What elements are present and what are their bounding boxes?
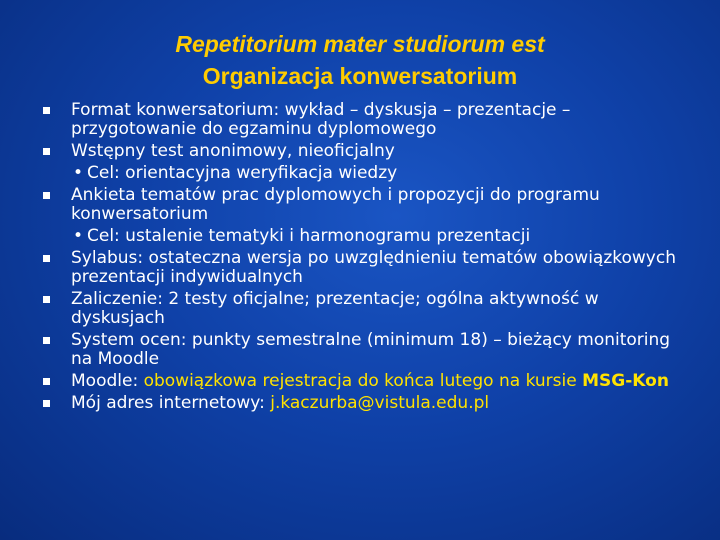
list-item (43, 249, 693, 287)
course-code: MSG-Kon (582, 371, 669, 391)
dot-bullet-icon: • (73, 163, 84, 183)
square-bullet-icon (43, 192, 50, 199)
item-text: Zaliczenie: 2 testy oficjalne; prezentacje; ogólna aktywność w dyskusjach (71, 289, 599, 328)
list-item (43, 372, 693, 391)
highlighted-text: obowiązkowa rejestracja do końca lutego na kursie (143, 371, 583, 391)
dot-bullet-icon: • (73, 226, 84, 246)
list-item (43, 142, 693, 161)
list-item (43, 290, 693, 328)
item-text: Cel: ustalenie tematyki i harmonogramu prezentacji (87, 226, 531, 246)
square-bullet-icon (43, 378, 50, 385)
square-bullet-icon (43, 400, 50, 407)
list-item (43, 331, 693, 369)
item-text: Moodle: (71, 371, 144, 391)
title-line-1: Repetitorium mater studiorum est (175, 31, 545, 57)
list-item (43, 101, 693, 139)
sub-list-item (43, 164, 693, 183)
list-item (43, 186, 693, 224)
bullet-list (43, 101, 693, 416)
sub-list-item (43, 227, 693, 246)
title-line-2: Organizacja konwersatorium (202, 63, 518, 89)
item-text: Ankieta tematów prac dyplomowych i propozycji do programu konwersatorium (71, 185, 600, 224)
item-text: Mój adres internetowy: (71, 393, 271, 413)
square-bullet-icon (43, 107, 50, 114)
square-bullet-icon (43, 337, 50, 344)
square-bullet-icon (43, 296, 50, 303)
square-bullet-icon (43, 255, 50, 262)
list-item (43, 394, 693, 413)
email-link[interactable]: j.kaczurba@vistula.edu.pl (270, 393, 490, 413)
item-text: System ocen: punkty semestralne (minimum 18) – bieżący monitoring na Moodle (71, 330, 671, 369)
item-text: Sylabus: ostateczna wersja po uwzględnieniu tematów obowiązkowych prezentacji indywidualnych (71, 248, 676, 287)
square-bullet-icon (43, 148, 50, 155)
item-text: Format konwersatorium: wykład – dyskusja – prezentacje – przygotowanie do egzaminu dyplomowego (71, 100, 571, 139)
item-text: Cel: orientacyjna weryfikacja wiedzy (87, 163, 398, 183)
item-text: Wstępny test anonimowy, nieoficjalny (71, 141, 395, 161)
slide-title (0, 28, 720, 92)
